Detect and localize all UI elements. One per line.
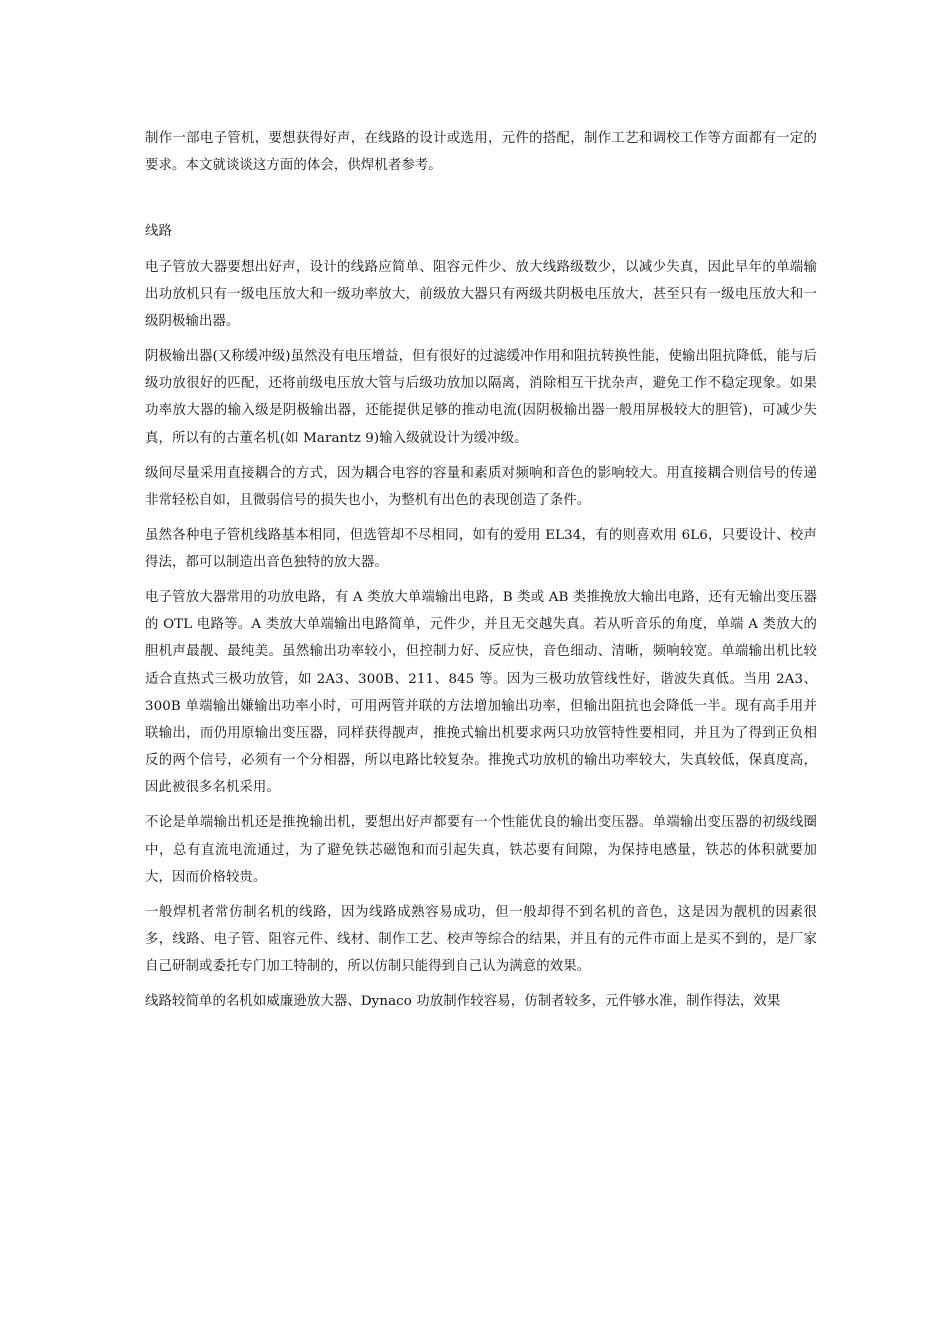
body-paragraph: 阴极输出器(又称缓冲级)虽然没有电压增益，但有很好的过滤缓冲作用和阻抗转换性能，使输出阻抗降低，能与后级功放很好的匹配，还将前级电压放大管与后级功放加以隔离，消除相互干扰杂声，避免工作不稳定现象。如果功率放大器的输入级是阴极输出器，还能提供足够的推动电流(因阴极输出器一般用屏极较大的胆管)，可减少失真，所以有的古董名机(如 Marantz 9)输入级就设计为缓冲级。: [145, 349, 817, 446]
body-paragraph: 虽然各种电子管机线路基本相同，但选管却不尽相同，如有的爱用 EL34，有的则喜欢用 6L6，只要设计、校声得法，都可以制造出音色独特的放大器。: [145, 527, 817, 571]
body-paragraph: 不论是单端输出机还是推挽输出机，要想出好声都要有一个性能优良的输出变压器。单端输出变压器的初级线圈中，总有直流电流通过，为了避免铁芯磁饱和而引起失真，铁芯要有间隙，为保持电感量，铁芯的体积就要加大，因而价格较贵。: [145, 815, 817, 885]
body-paragraph: 一般焊机者常仿制名机的线路，因为线路成熟容易成功，但一般却得不到名机的音色，这是因为靓机的因素很多，线路、电子管、阻容元件、线材、制作工艺、校声等综合的结果，并且有的元件市面上是买不到的，是厂家自己研制或委托专门加工特制的，所以仿制只能得到自己认为满意的效果。: [145, 904, 817, 975]
section-heading: 线路: [145, 224, 172, 240]
body-paragraph: 线路较简单的名机如威廉逊放大器、Dynaco 功放制作较容易，仿制者较多，元件够水准，制作得法，效果: [145, 994, 781, 1010]
document-body: [145, 125, 817, 1023]
body-paragraph: 电子管放大器要想出好声，设计的线路应简单、阻容元件少、放大线路级数少，以减少失真，因此早年的单端输出功放机只有一级电压放大和一级功率放大，前级放大器只有两级共阴极电压放大，甚至只有一级电压放大和一级阴极输出器。: [145, 259, 817, 330]
intro-paragraph: 制作一部电子管机，要想获得好声，在线路的设计或选用，元件的搭配，制作工艺和调校工作等方面都有一定的要求。本文就谈谈这方面的体会，供焊机者参考。: [145, 131, 817, 174]
body-paragraph: 电子管放大器常用的功放电路，有 A 类放大单端输出电路，B 类或 AB 类推挽放大输出电路，还有无输出变压器的 OTL 电路等。A 类放大单端输出电路简单，元件少，并且无交越失真。若从听音乐的角度，单端 A 类放大的胆机声最靓、最纯美。虽然输出功率较小，但控制力好、反应快，音色细动、清晰，频响较宽。单端输出机比较适合直热式三极功放管，如 2A3、300B、211、845 等。因为三极功放管线性好，谐波失真低。当用 2A3、300B 单端输出嫌输出功率小时，可用两管并联的方法增加输出功率，但输出阻抗也会降低一半。现有高手用并联输出，而仍用原输出变压器，同样获得靓声，推挽式输出机要求两只功放管特性要相同，并且为了得到正负相反的两个信号，必须有一个分相器，所以电路比较复杂。推挽式功放机的输出功率较大，失真较低，保真度高，因此被很多名机采用。: [145, 590, 817, 796]
body-paragraph: 级间尽量采用直接耦合的方式，因为耦合电容的容量和素质对频响和音色的影响较大。用直接耦合则信号的传递非常轻松自如，且微弱信号的损失也小，为整机有出色的表现创造了条件。: [145, 465, 817, 508]
